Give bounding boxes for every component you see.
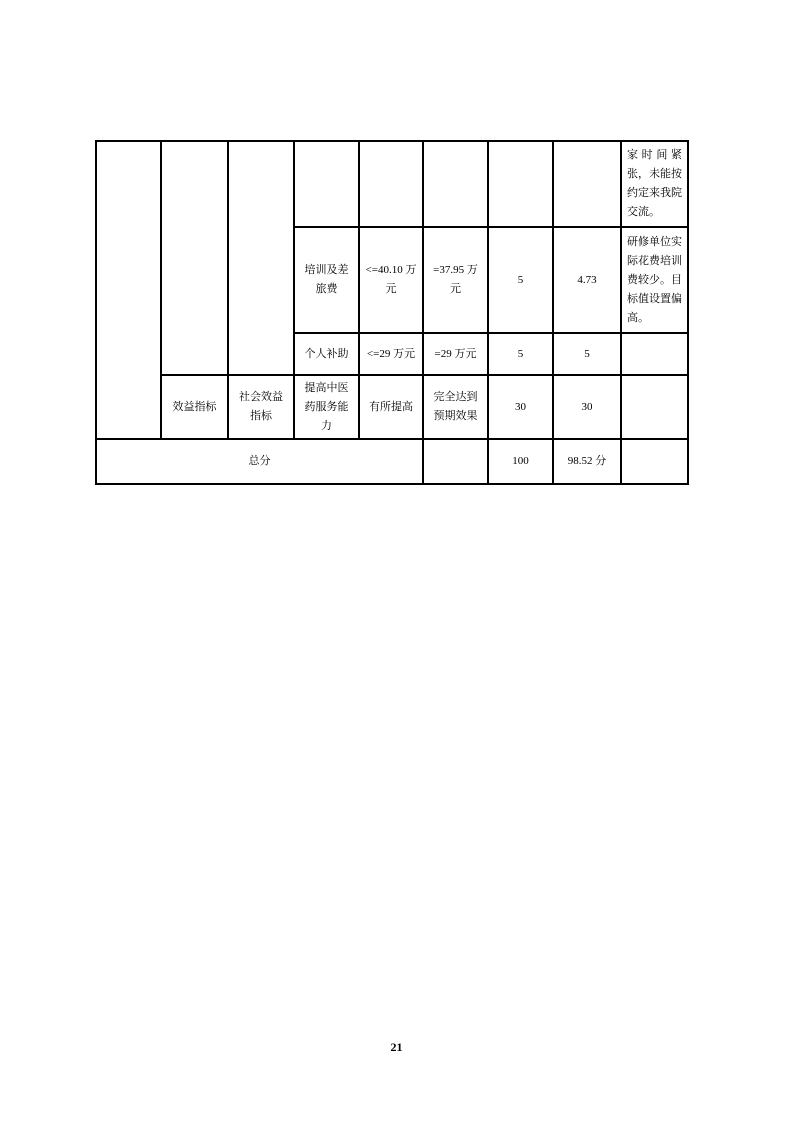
performance-score-table [95, 140, 689, 485]
cell-indicator-personal-subsidy: 个人补助 [294, 333, 359, 375]
page-number: 21 [390, 1040, 403, 1054]
cell-category-benefit: 效益指标 [161, 375, 228, 439]
cell-indicator-benefit: 提高中医药服务能力 [294, 375, 359, 439]
cell-target-benefit: 有所提高 [359, 375, 423, 439]
cell-subcategory-merged-empty [161, 141, 228, 375]
cell-actual-personal-subsidy: =29 万元 [423, 333, 488, 375]
cell-indicator-empty [294, 141, 359, 227]
cell-score-personal-subsidy: 5 [553, 333, 621, 375]
cell-target-personal-subsidy: <=29 万元 [359, 333, 423, 375]
cell-target-empty [359, 141, 423, 227]
cell-score-training-travel: 4.73 [553, 227, 621, 333]
table-row [96, 141, 688, 227]
cell-total-label: 总分 [96, 439, 423, 484]
cell-remark-carryover: 家时间紧张，未能按约定来我院交流。 [621, 141, 688, 227]
cell-actual-empty [423, 141, 488, 227]
cell-remark-benefit [621, 375, 688, 439]
cell-category-merged-empty [96, 141, 161, 439]
cell-subgroup-merged-empty [228, 141, 294, 375]
cell-subcategory-social-benefit: 社会效益指标 [228, 375, 294, 439]
cell-actual-training-travel: =37.95 万元 [423, 227, 488, 333]
table-row [96, 375, 688, 439]
cell-weight-benefit: 30 [488, 375, 553, 439]
cell-weight-empty [488, 141, 553, 227]
cell-total-score: 98.52 分 [553, 439, 621, 484]
cell-weight-training-travel: 5 [488, 227, 553, 333]
cell-remark-personal-subsidy [621, 333, 688, 375]
cell-weight-personal-subsidy: 5 [488, 333, 553, 375]
cell-total-weight: 100 [488, 439, 553, 484]
cell-indicator-training-travel: 培训及差旅费 [294, 227, 359, 333]
table-row-total [96, 439, 688, 484]
cell-total-remark-empty [621, 439, 688, 484]
cell-remark-training-travel: 研修单位实际花费培训费较少。目标值设置偏高。 [621, 227, 688, 333]
cell-score-empty [553, 141, 621, 227]
cell-actual-benefit: 完全达到预期效果 [423, 375, 488, 439]
cell-score-benefit: 30 [553, 375, 621, 439]
cell-total-actual-empty [423, 439, 488, 484]
cell-target-training-travel: <=40.10 万元 [359, 227, 423, 333]
